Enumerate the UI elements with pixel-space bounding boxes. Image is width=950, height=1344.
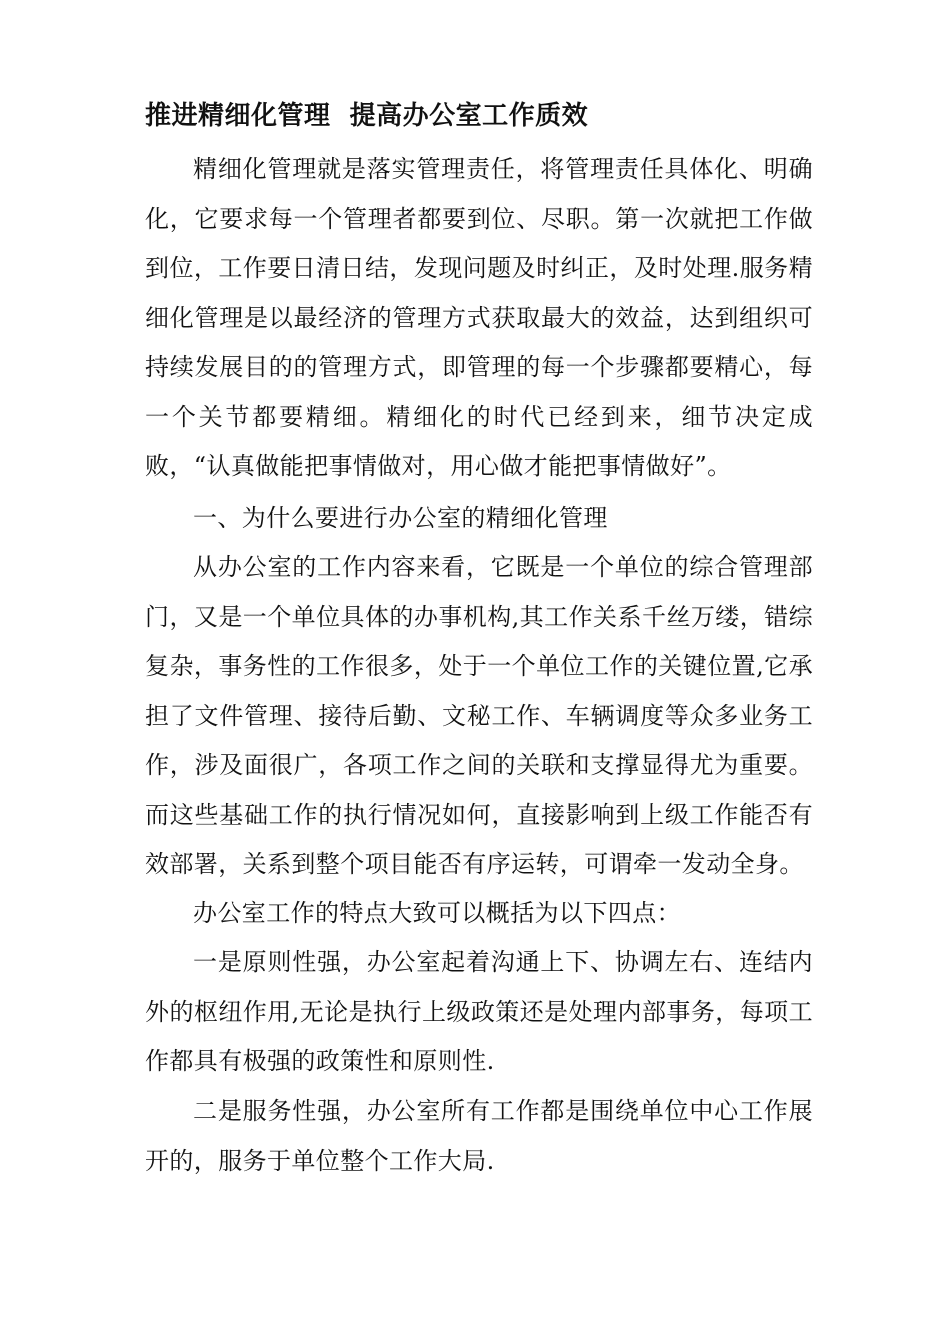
paragraph-intro: 精细化管理就是落实管理责任，将管理责任具体化、明确化，它要求每一个管理者都要到位、尽职。第一次就把工作做到位，工作要日清日结，发现问题及时纠正，及时处理.服务精细化管理是以最经济的管理方式获取最大的效益，达到组织可持续发展目的的管理方式，即管理的每一个步骤都要精心，每一个关节都要精细。精细化的时代已经到来，细节决定成败，“认真做能把事情做对，用心做才能把事情做好”。 [145, 155, 813, 480]
section-heading-1: 一、为什么要进行办公室的精细化管理 [193, 504, 608, 532]
paragraph-point-2: 二是服务性强，办公室所有工作都是围绕单位中心工作展开的，服务于单位整个工作大局. [145, 1097, 813, 1175]
document-title: 推进精细化管理 提高办公室工作质效 [145, 101, 589, 131]
paragraph-office-work: 从办公室的工作内容来看，它既是一个单位的综合管理部门，又是一个单位具体的办事机构,其工作关系千丝万缕，错综复杂，事务性的工作很多，处于一个单位工作的关键位置,它承担了文件管理、接待后勤、文秘工作、车辆调度等众多业务工作，涉及面很广，各项工作之间的关联和支撑显得尤为重要。而这些基础工作的执行情况如何，直接影响到上级工作能否有效部署，关系到整个项目能否有序运转，可谓牵一发动全身。 [145, 553, 813, 878]
paragraph-point-1: 一是原则性强，办公室起着沟通上下、协调左右、连结内外的枢纽作用,无论是执行上级政策还是处理内部事务，每项工作都具有极强的政策性和原则性. [145, 948, 813, 1075]
paragraph-four-points: 办公室工作的特点大致可以概括为以下四点： [193, 899, 681, 927]
